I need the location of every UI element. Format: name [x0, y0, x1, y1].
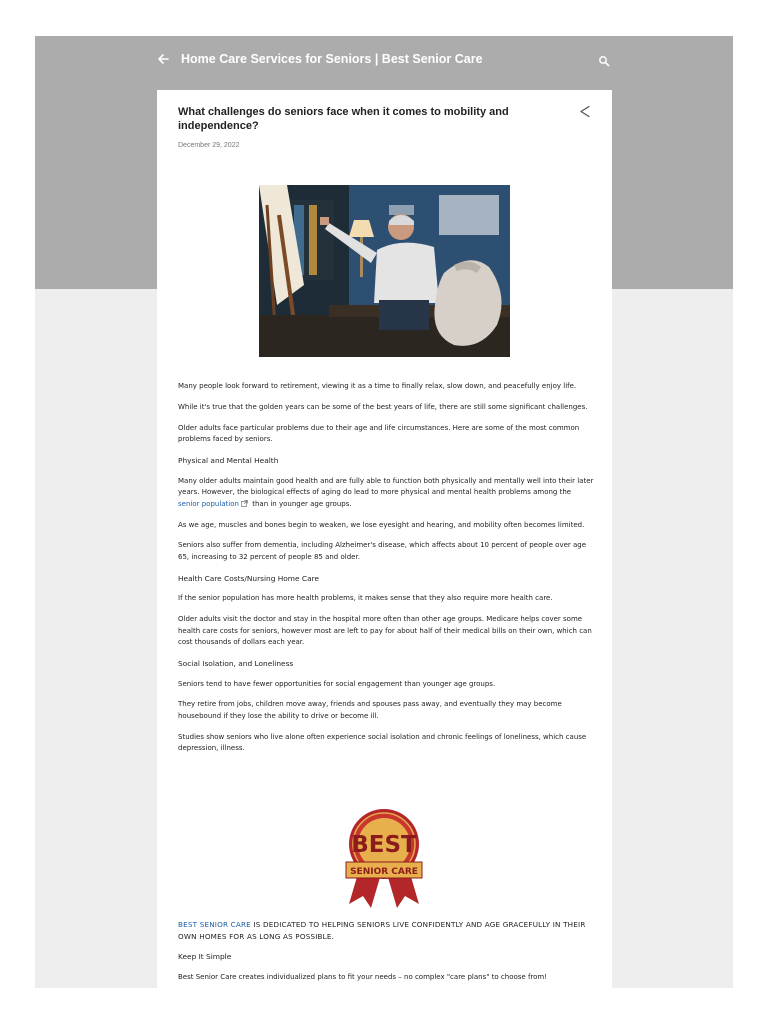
section-heading: Physical and Mental Health — [178, 455, 279, 465]
post-body-tail — [178, 919, 594, 988]
paragraph-text: Many older adults maintain good health and are fully able to function both physically and mentally well into their later years. However, the biological effects of aging do lead to more physical and mental health problems among the — [178, 476, 594, 497]
paragraph: While it's true that the golden years can be some of the best years of life, there are still some significant challenges. — [178, 402, 588, 411]
senior-painting-photo — [259, 185, 510, 357]
best-senior-care-link[interactable]: BEST SENIOR CARE — [178, 920, 251, 929]
external-link-icon — [241, 500, 248, 507]
paragraph: If the senior population has more health problems, it makes sense that they also require more health care. — [178, 594, 553, 603]
paragraph: Many people look forward to retirement, viewing it as a time to finally relax, slow down, and peacefully enjoy life. — [178, 382, 577, 390]
post-card — [157, 90, 612, 988]
badge-text-best: BEST — [351, 832, 417, 858]
senior-population-link[interactable]: senior population — [178, 499, 239, 508]
section-heading: Keep It Simple — [178, 952, 232, 962]
arrow-left-icon[interactable] — [155, 51, 171, 67]
cta-paragraph — [178, 919, 594, 942]
post-date: December 29, 2022 — [178, 142, 240, 149]
post-title: What challenges do seniors face when it comes to mobility and independence? — [178, 106, 509, 132]
page-frame — [35, 36, 733, 988]
cta-text: IS DEDICATED TO HELPING SENIORS LIVE CONFIDENTLY AND AGE GRACEFULLY IN THEIR OWN HOMES FOR AS LONG AS POSSIBLE. — [178, 920, 586, 941]
share-icon[interactable] — [579, 105, 591, 118]
best-senior-care-badge — [343, 808, 425, 909]
blog-title[interactable]: Home Care Services for Seniors | Best Senior Care — [181, 52, 483, 66]
paragraph: Seniors also suffer from dementia, including Alzheimer's disease, which affects about 10 percent of people over age 65, increasing to 32 percent of people 85 and older. — [178, 541, 587, 561]
paragraph: Studies show seniors who live alone often experience social isolation and chronic feelings of loneliness, which cause depression, illness. — [178, 732, 587, 753]
section-heading: Social Isolation, and Loneliness — [178, 659, 294, 668]
badge-text-senior-care: SENIOR CARE — [350, 867, 418, 877]
top-bar — [35, 36, 733, 86]
paragraph: Older adults face particular problems due to their age and life circumstances. Here are some of the most common problems faced by seniors. — [178, 423, 580, 444]
paragraph-text: than in younger age groups. — [252, 499, 352, 508]
paragraph: As we age, muscles and bones begin to weaken, we lose eyesight and hearing, and mobility often becomes limited. — [178, 520, 585, 529]
paragraph — [178, 476, 594, 511]
search-icon[interactable] — [598, 55, 610, 67]
paragraph: Older adults visit the doctor and stay in the hospital more often than other age groups. Medicare helps cover some health care costs for seniors, however most are left to pay for about half of their medical bills on their own, which can cost thousands of dollars each year. — [178, 615, 592, 647]
paragraph: Seniors tend to have fewer opportunities for social engagement than younger age groups. — [178, 679, 496, 688]
section-heading: Health Care Costs/Nursing Home Care — [178, 573, 320, 583]
post-body — [178, 381, 594, 764]
paragraph: They retire from jobs, children move away, friends and spouses pass away, and eventually they may become housebound if they lose the ability to drive or become ill. — [178, 700, 562, 720]
paragraph: Best Senior Care creates individualized plans to fit your needs – no complex "care plans" to choose from! — [178, 973, 548, 982]
